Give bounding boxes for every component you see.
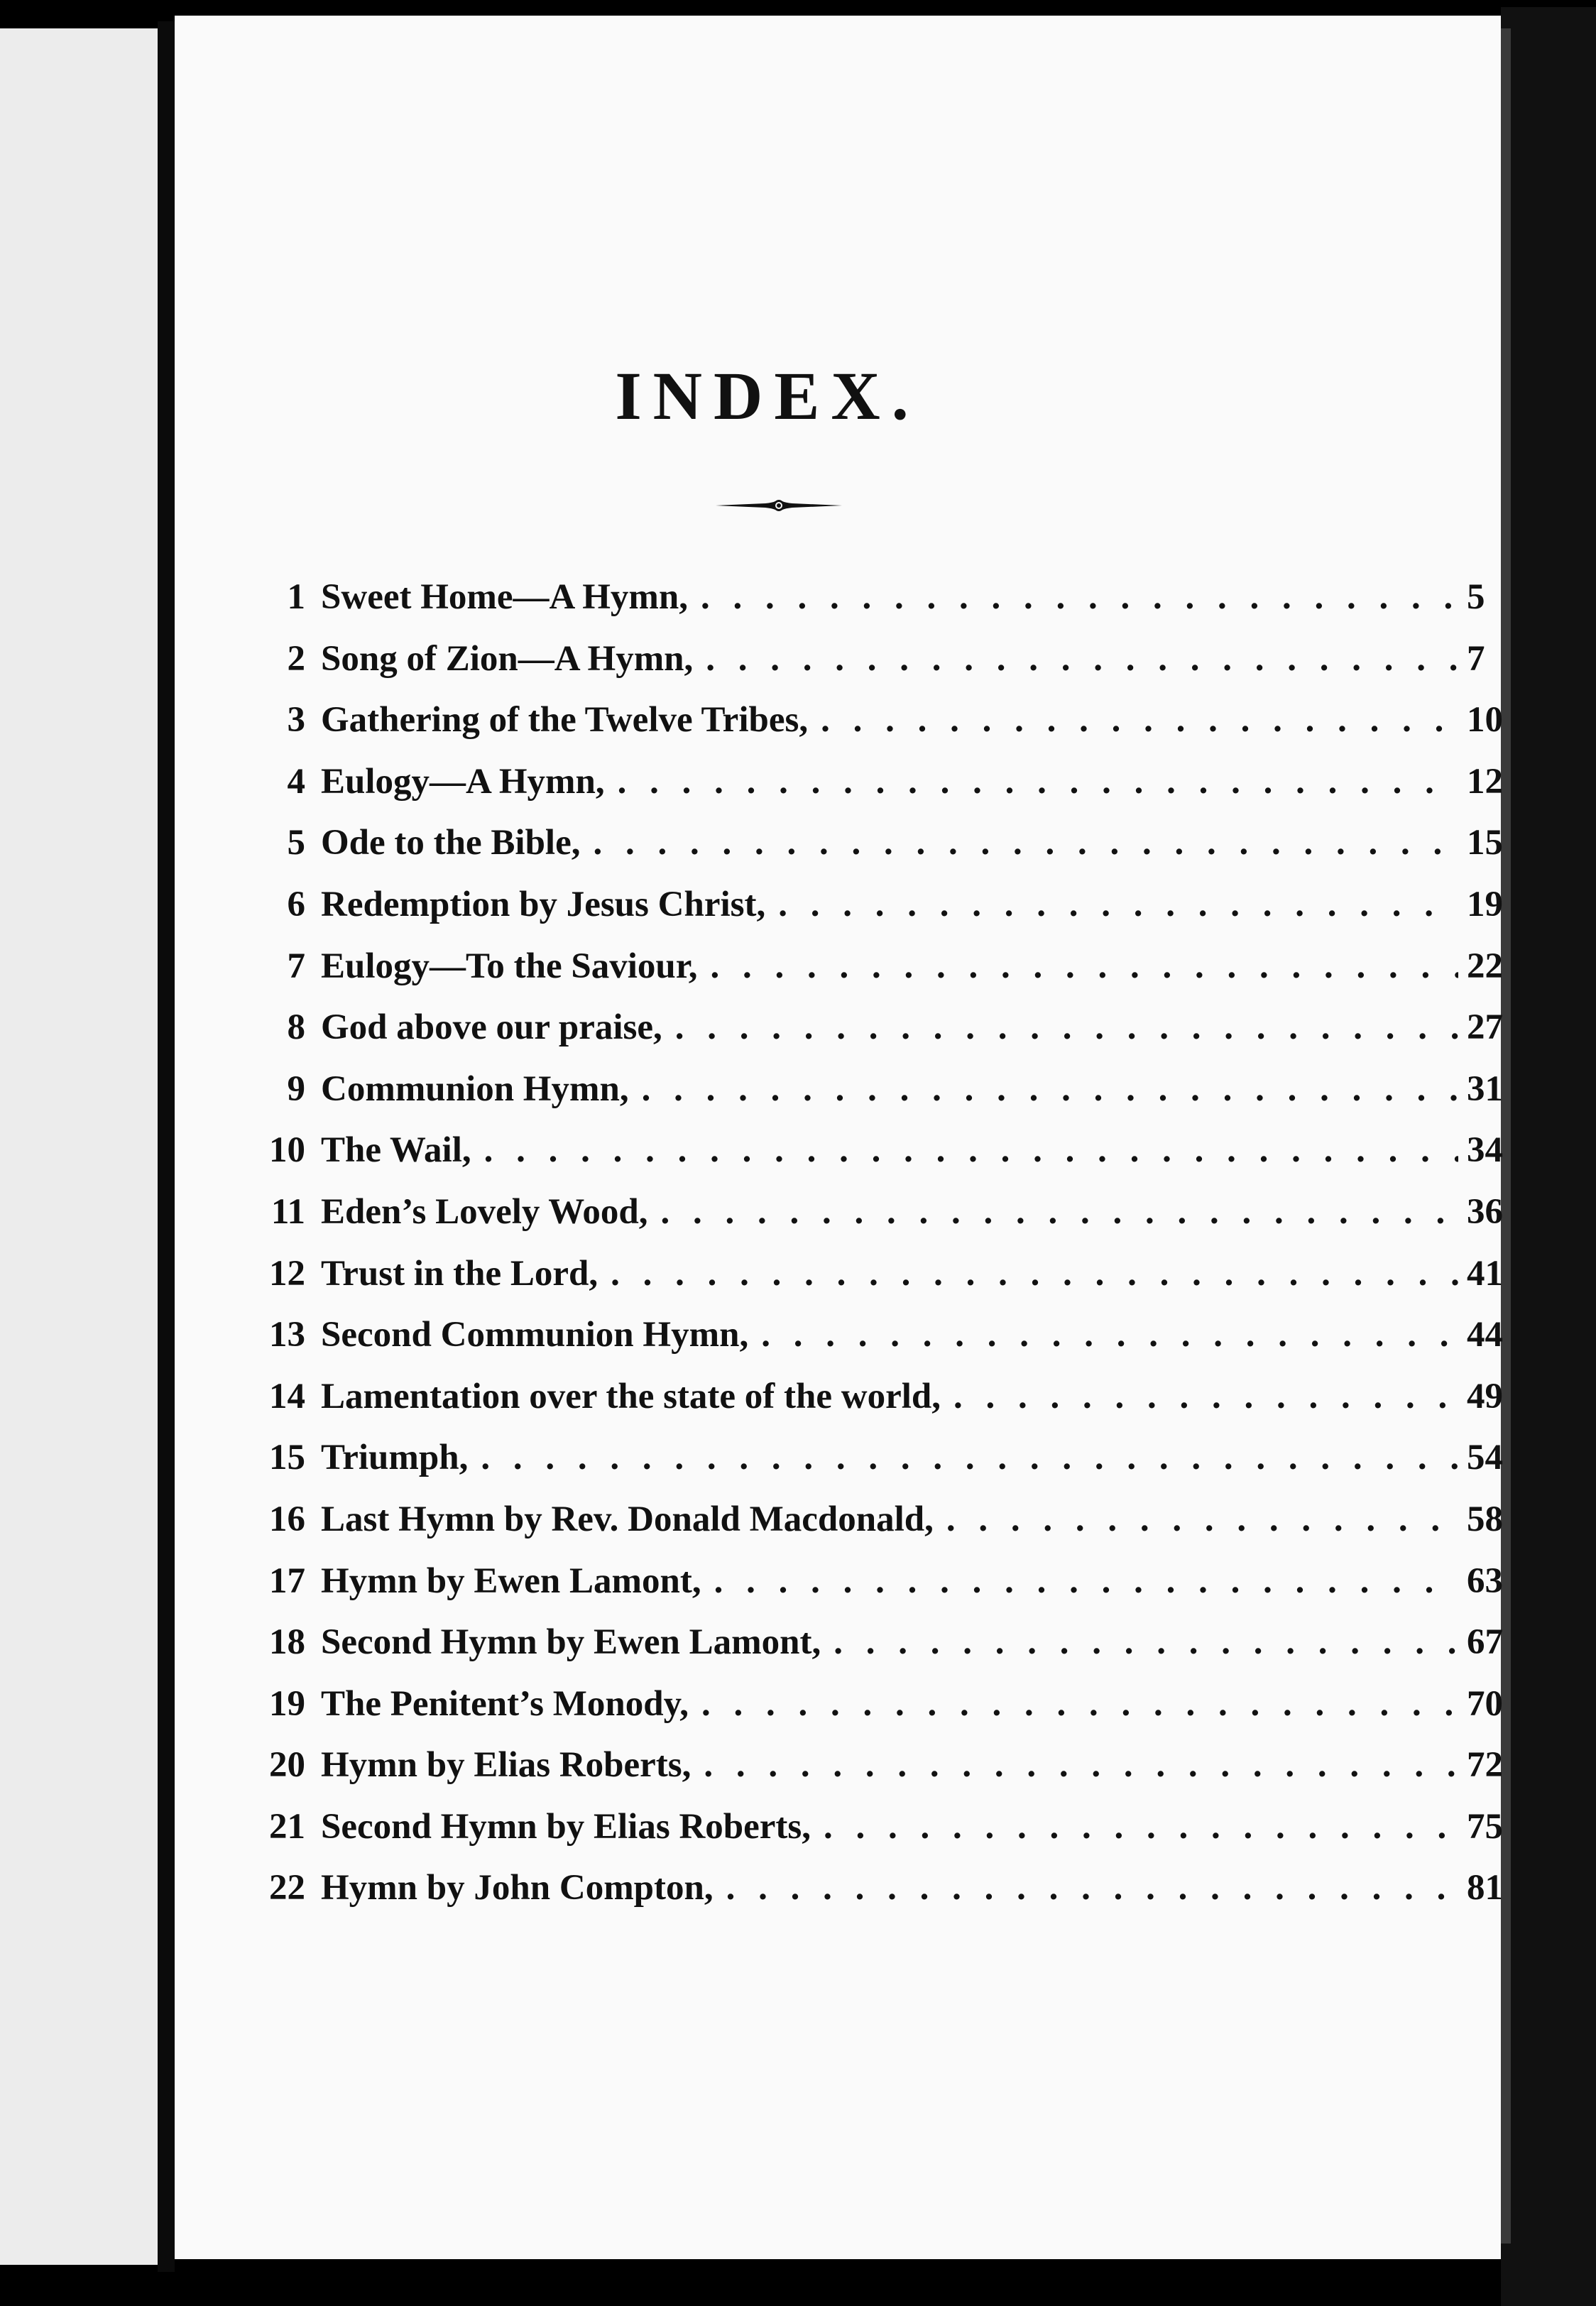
- entry-page-number: 63: [1467, 1561, 1503, 1601]
- entry-title: Hymn by Ewen Lamont,: [321, 1561, 701, 1601]
- entry-number: 13: [269, 1315, 305, 1355]
- entry-title: Second Hymn by Elias Roberts,: [321, 1806, 811, 1847]
- entry-title: The Penitent’s Monody,: [321, 1683, 689, 1724]
- dot-leader: [675, 1007, 1458, 1048]
- entry-number: 22: [269, 1868, 305, 1908]
- dot-leader: [594, 822, 1459, 863]
- entry-page-number: 27: [1467, 1007, 1503, 1048]
- entry-number: 12: [269, 1253, 305, 1294]
- entry-page-number: 41: [1467, 1253, 1503, 1294]
- entry-title: Ode to the Bible,: [321, 823, 581, 863]
- entry-page-number: 58: [1467, 1499, 1503, 1539]
- dot-leader: [706, 638, 1458, 679]
- entry-page-number: 81: [1467, 1868, 1503, 1908]
- entry-page-number: 67: [1467, 1622, 1503, 1663]
- index-entry: [260, 1130, 1516, 1191]
- index-entry: [260, 1007, 1516, 1069]
- index-entry: [260, 1622, 1516, 1683]
- entry-number: 20: [269, 1745, 305, 1786]
- index-entry: [260, 1561, 1516, 1622]
- index-page: [175, 16, 1501, 2259]
- dot-leader: [661, 1191, 1458, 1233]
- entry-page-number: 15: [1467, 823, 1503, 863]
- entry-page-number: 44: [1467, 1315, 1503, 1355]
- entry-number: 6: [287, 884, 305, 924]
- dot-leader: [618, 761, 1458, 802]
- dot-leader: [704, 1744, 1458, 1786]
- dot-leader: [611, 1253, 1458, 1294]
- facing-page-edge: [0, 28, 158, 2265]
- index-entry: [260, 1744, 1516, 1806]
- entry-title: Gathering of the Twelve Tribes,: [321, 700, 809, 741]
- entry-page-number: 22: [1467, 946, 1503, 986]
- entry-number: 21: [269, 1806, 305, 1847]
- entry-title: Song of Zion—A Hymn,: [321, 638, 694, 679]
- entry-number: 16: [269, 1499, 305, 1539]
- entry-number: 2: [287, 638, 305, 679]
- entry-title: Sweet Home—A Hymn,: [321, 577, 689, 617]
- entry-title: Eden’s Lovely Wood,: [321, 1191, 648, 1232]
- dot-leader: [946, 1499, 1458, 1540]
- entry-title: Last Hymn by Rev. Donald Macdonald,: [321, 1499, 934, 1539]
- page-title: INDEX.: [615, 358, 920, 434]
- entry-number: 7: [287, 946, 305, 986]
- entry-page-number: 19: [1467, 884, 1503, 924]
- dot-leader: [714, 1561, 1458, 1602]
- dot-leader: [824, 1806, 1458, 1847]
- dot-leader: [481, 1437, 1458, 1478]
- entry-number: 15: [269, 1438, 305, 1478]
- entry-number: 17: [269, 1561, 305, 1601]
- entry-number: 1: [287, 577, 305, 617]
- index-entry: [260, 884, 1516, 946]
- dot-leader: [726, 1867, 1458, 1908]
- entry-page-number: 54: [1467, 1438, 1503, 1478]
- entry-title: Triumph,: [321, 1438, 469, 1478]
- entry-page-number: 5: [1467, 577, 1485, 617]
- entry-number: 4: [287, 761, 305, 802]
- dot-leader: [484, 1130, 1458, 1171]
- dot-leader: [761, 1314, 1458, 1355]
- entry-page-number: 34: [1467, 1130, 1503, 1171]
- entry-title: Hymn by John Compton,: [321, 1868, 714, 1908]
- index-entry: [260, 576, 1516, 638]
- entry-page-number: 49: [1467, 1376, 1503, 1416]
- entry-title: Trust in the Lord,: [321, 1253, 598, 1294]
- index-entry: [260, 1437, 1516, 1499]
- dot-leader: [821, 699, 1458, 741]
- dot-leader: [701, 1683, 1458, 1725]
- entry-title: Second Hymn by Ewen Lamont,: [321, 1622, 821, 1663]
- entry-number: 11: [270, 1191, 305, 1232]
- index-entry: [260, 761, 1516, 823]
- entry-page-number: 7: [1467, 638, 1485, 679]
- entry-number: 9: [287, 1069, 305, 1109]
- index-entry: [260, 1683, 1516, 1745]
- entry-title: God above our praise,: [321, 1007, 662, 1048]
- entry-title: Communion Hymn,: [321, 1069, 629, 1109]
- dot-leader: [778, 884, 1458, 925]
- index-entry: [260, 1376, 1516, 1438]
- index-list: [260, 576, 1516, 1929]
- book-gutter: [158, 21, 175, 2272]
- entry-number: 5: [287, 823, 305, 863]
- dot-leader: [833, 1622, 1458, 1663]
- entry-number: 8: [287, 1007, 305, 1048]
- ornamental-rule-icon: [716, 493, 842, 518]
- dot-leader: [701, 576, 1458, 618]
- entry-title: Second Communion Hymn,: [321, 1315, 749, 1355]
- entry-number: 19: [269, 1683, 305, 1724]
- index-entry: [260, 1806, 1516, 1868]
- entry-title: Eulogy—To the Saviour,: [321, 946, 698, 986]
- entry-page-number: 10: [1467, 700, 1503, 741]
- index-entry: [260, 1191, 1516, 1253]
- index-entry: [260, 1069, 1516, 1130]
- index-entry: [260, 1867, 1516, 1929]
- entry-number: 14: [269, 1376, 305, 1416]
- entry-page-number: 70: [1467, 1683, 1503, 1724]
- entry-page-number: 75: [1467, 1806, 1503, 1847]
- entry-title: The Wail,: [321, 1130, 471, 1171]
- index-entry: [260, 699, 1516, 761]
- index-entry: [260, 1253, 1516, 1315]
- entry-title: Eulogy—A Hymn,: [321, 761, 605, 802]
- entry-title: Hymn by Elias Roberts,: [321, 1745, 692, 1786]
- index-entry: [260, 822, 1516, 884]
- index-entry: [260, 638, 1516, 700]
- index-entry: [260, 1314, 1516, 1376]
- entry-page-number: 12: [1467, 761, 1503, 802]
- dot-leader: [953, 1376, 1458, 1417]
- dot-leader: [642, 1069, 1458, 1110]
- entry-title: Redemption by Jesus Christ,: [321, 884, 766, 924]
- entry-title: Lamentation over the state of the world,: [321, 1376, 941, 1416]
- entry-page-number: 31: [1467, 1069, 1503, 1109]
- entry-number: 18: [269, 1622, 305, 1663]
- dot-leader: [710, 946, 1458, 987]
- entry-number: 10: [269, 1130, 305, 1171]
- index-entry: [260, 1499, 1516, 1561]
- index-entry: [260, 946, 1516, 1007]
- entry-page-number: 72: [1467, 1745, 1503, 1786]
- entry-number: 3: [287, 700, 305, 741]
- entry-page-number: 36: [1467, 1191, 1503, 1232]
